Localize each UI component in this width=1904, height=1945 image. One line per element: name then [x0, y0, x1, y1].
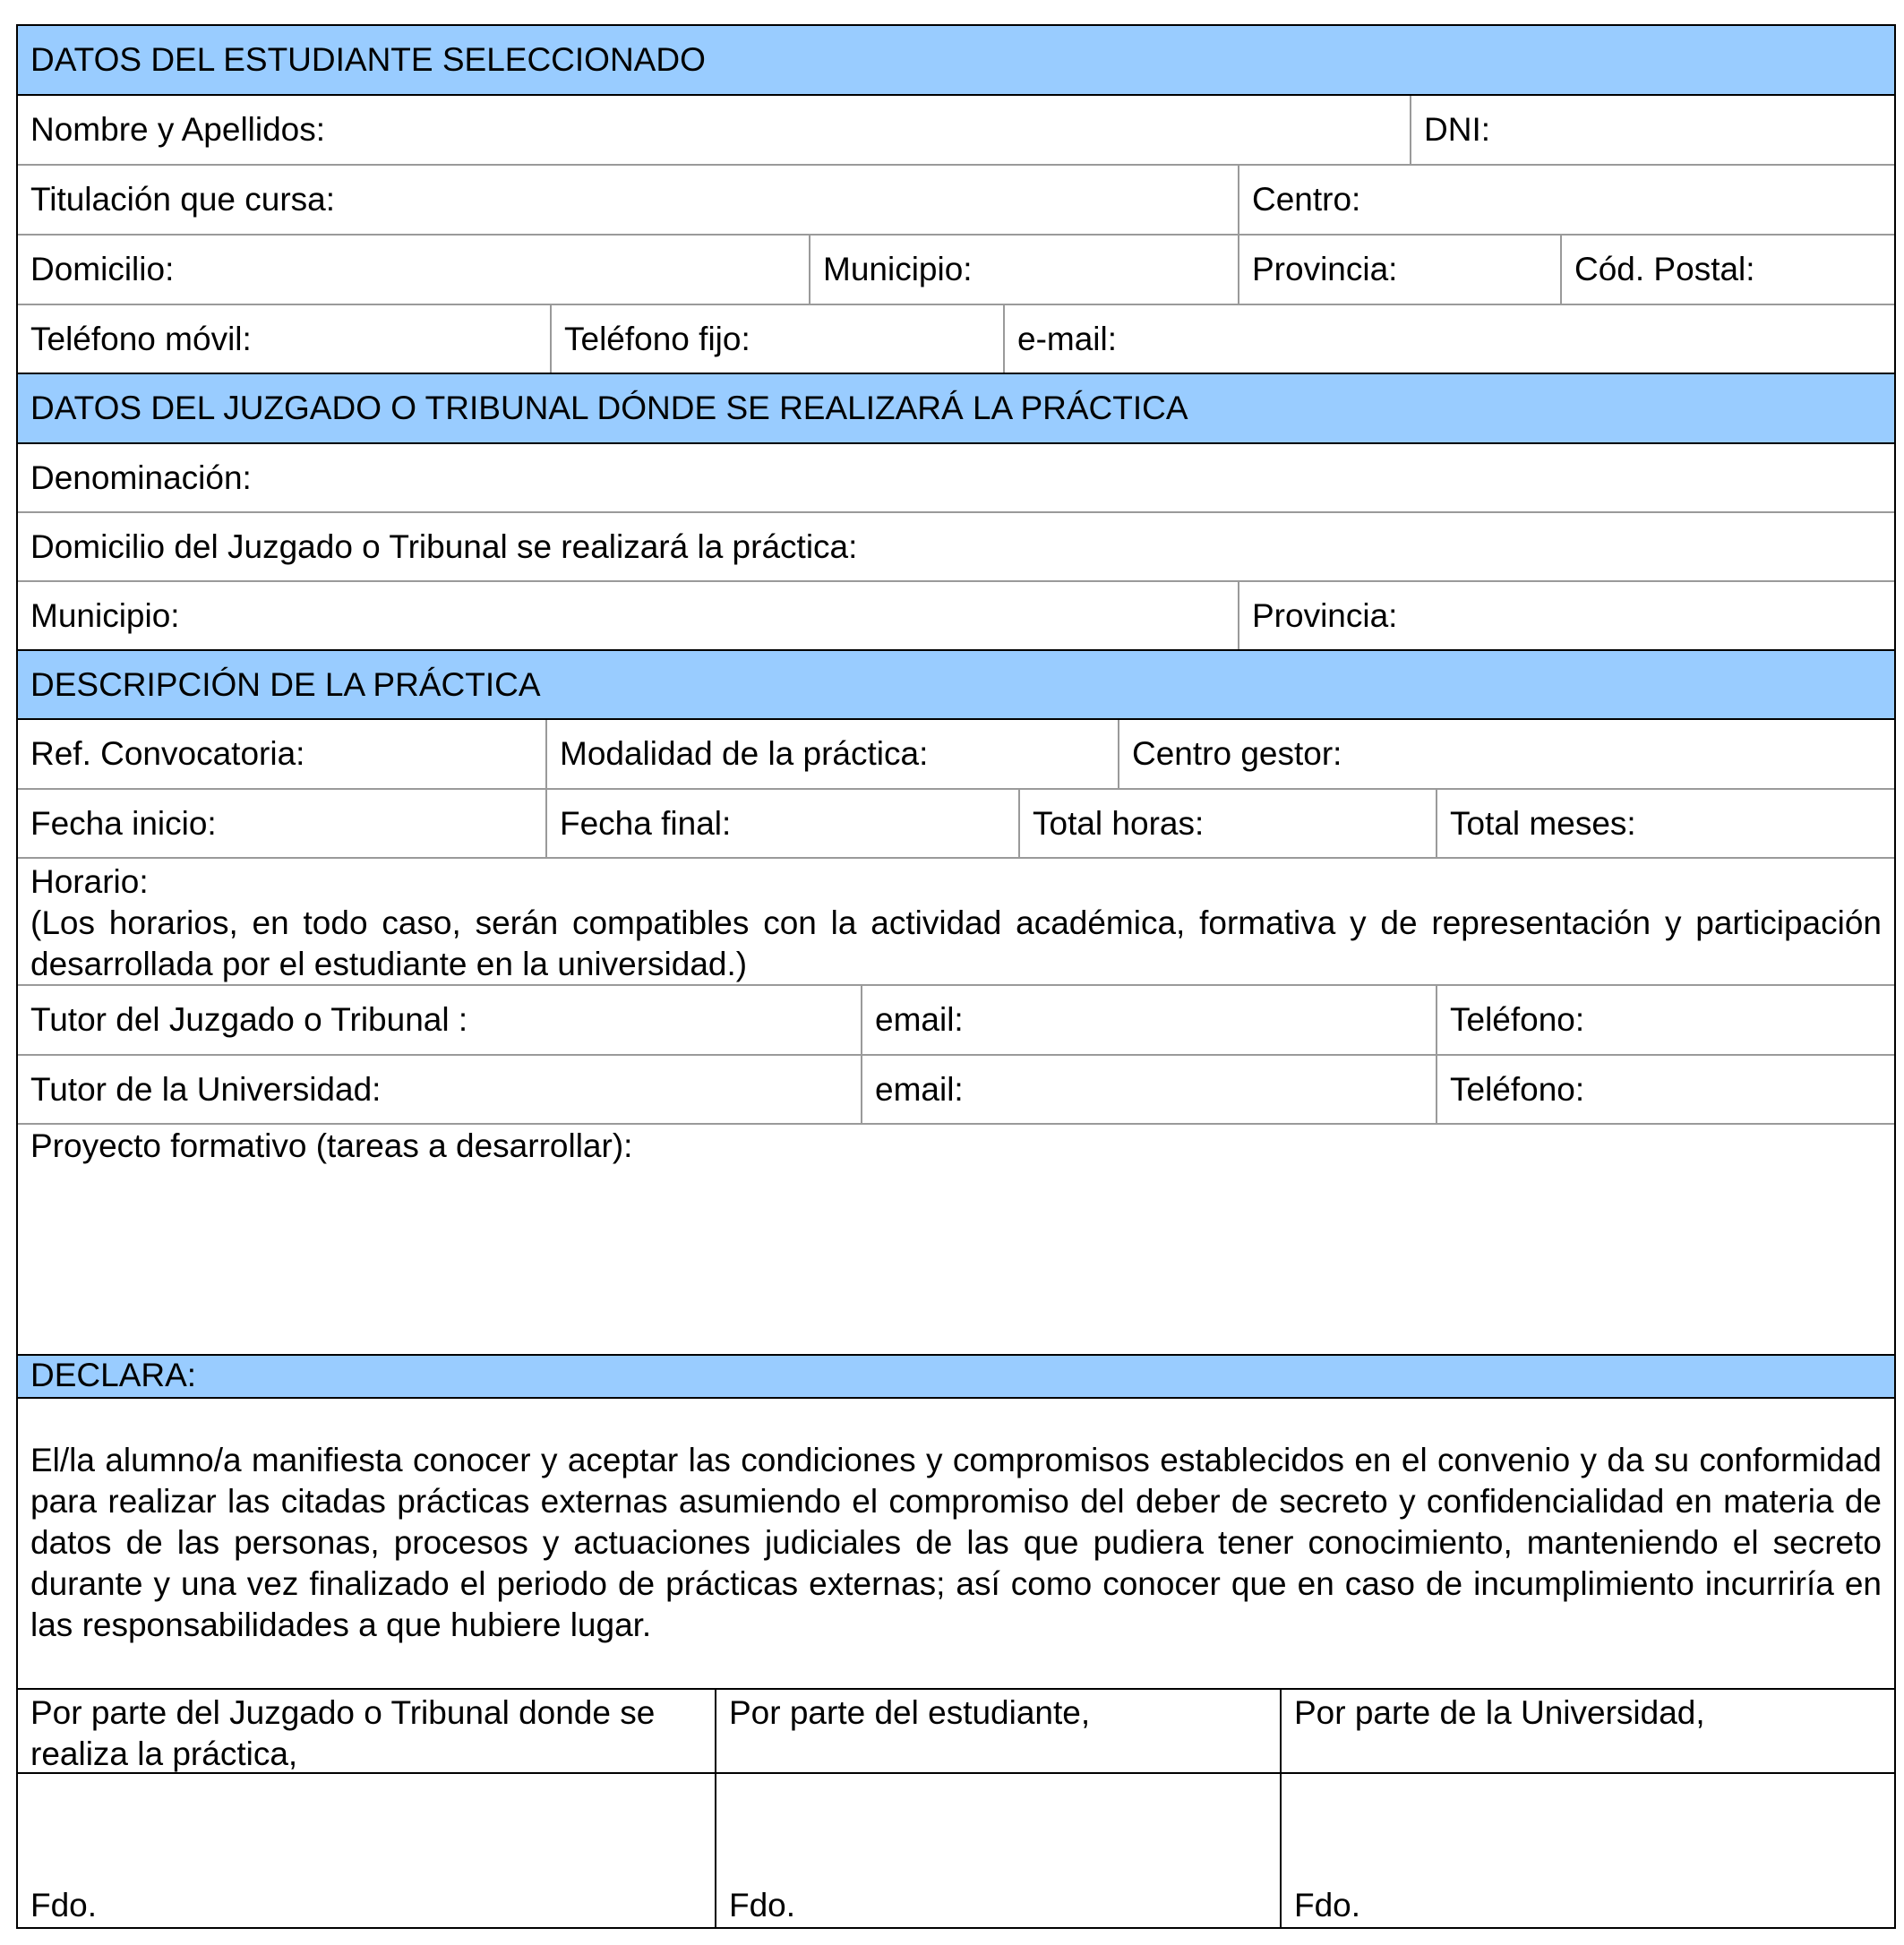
horario-label: Horario:	[30, 863, 149, 900]
form-row	[18, 788, 1894, 857]
section-title: DECLARA:	[30, 1357, 197, 1393]
proyecto-field[interactable]: Proyecto formativo (tareas a desarrollar):	[30, 1127, 633, 1164]
signature-label-juzgado	[18, 1690, 715, 1772]
fecha-final-field[interactable]: Fecha final:	[545, 790, 1018, 857]
declara-row	[18, 1397, 1894, 1688]
modalidad-field[interactable]: Modalidad de la práctica:	[545, 720, 1118, 788]
fdo-label: Fdo.	[729, 1887, 796, 1924]
signature-label-text: Por parte de la Universidad,	[1294, 1694, 1705, 1731]
horario-note: (Los horarios, en todo caso, serán compatibles con la actividad académica, formativa y de representación y participación desarrollada por el estudiante en la universidad.)	[30, 904, 1882, 982]
municipio-field[interactable]: Municipio:	[809, 236, 1238, 304]
municipio-juzgado-field[interactable]: Municipio:	[30, 597, 180, 634]
form-row	[18, 580, 1894, 649]
telefono-fijo-field[interactable]: Teléfono fijo:	[550, 305, 1003, 373]
section-header-student	[18, 26, 1894, 94]
tutor-universidad-field[interactable]: Tutor de la Universidad:	[30, 1071, 382, 1108]
tutor-juzgado-telefono-field[interactable]: Teléfono:	[1436, 986, 1894, 1054]
horario-row	[18, 857, 1894, 984]
signature-label-row	[18, 1688, 1894, 1772]
declara-text: El/la alumno/a manifiesta conocer y aceptar las condiciones y compromisos establecidos en el convenio y da su conformidad para realizar las citadas prácticas externas asumiendo el compromiso del deber de secreto y confidencialidad en materia de datos de las personas, procesos y actuaciones judiciales de las que pudiera tener conocimiento, manteniendo el secreto durante y una vez finalizado el periodo de prácticas externas; así como conocer que en caso de incumplimiento incurriría en las responsabilidades a que hubiere lugar.	[30, 1442, 1882, 1643]
section-header-court	[18, 373, 1894, 442]
tutor-universidad-telefono-field[interactable]: Teléfono:	[1436, 1056, 1894, 1123]
nombre-field[interactable]: Nombre y Apellidos:	[30, 111, 326, 148]
tutor-juzgado-field[interactable]: Tutor del Juzgado o Tribunal :	[30, 1001, 468, 1038]
section-header-practice	[18, 649, 1894, 718]
form-row	[18, 718, 1894, 788]
centro-gestor-field[interactable]: Centro gestor:	[1118, 720, 1894, 788]
form-row	[18, 304, 1894, 373]
form-row	[18, 511, 1894, 580]
signature-label-universidad	[1280, 1690, 1894, 1772]
centro-field[interactable]: Centro:	[1238, 166, 1894, 234]
signature-box-universidad[interactable]	[1280, 1774, 1894, 1927]
denominacion-field[interactable]: Denominación:	[30, 459, 252, 496]
practice-form	[16, 24, 1896, 1929]
signature-box-estudiante[interactable]	[715, 1774, 1280, 1927]
form-row	[18, 442, 1894, 511]
form-row	[18, 234, 1894, 304]
declara-body	[18, 1399, 1894, 1688]
section-header-declara	[18, 1354, 1894, 1397]
fecha-inicio-field[interactable]: Fecha inicio:	[30, 805, 217, 842]
signature-label-estudiante	[715, 1690, 1280, 1772]
email-field[interactable]: e-mail:	[1003, 305, 1894, 373]
telefono-movil-field[interactable]: Teléfono móvil:	[30, 321, 252, 357]
provincia-juzgado-field[interactable]: Provincia:	[1238, 582, 1894, 649]
cod-postal-field[interactable]: Cód. Postal:	[1560, 236, 1894, 304]
form-row	[18, 94, 1894, 164]
ref-convocatoria-field[interactable]: Ref. Convocatoria:	[30, 735, 305, 772]
provincia-field[interactable]: Provincia:	[1238, 236, 1560, 304]
section-title: DESCRIPCIÓN DE LA PRÁCTICA	[30, 666, 541, 703]
form-row	[18, 984, 1894, 1054]
signature-label-text: Por parte del estudiante,	[729, 1694, 1091, 1731]
total-meses-field[interactable]: Total meses:	[1436, 790, 1894, 857]
dni-field[interactable]: DNI:	[1410, 96, 1894, 164]
signature-box-juzgado[interactable]	[18, 1774, 715, 1927]
proyecto-row	[18, 1123, 1894, 1354]
domicilio-field[interactable]: Domicilio:	[30, 251, 175, 287]
total-horas-field[interactable]: Total horas:	[1018, 790, 1436, 857]
section-title: DATOS DEL JUZGADO O TRIBUNAL DÓNDE SE REALIZARÁ LA PRÁCTICA	[30, 390, 1188, 426]
fdo-label: Fdo.	[30, 1887, 98, 1924]
form-row	[18, 1054, 1894, 1123]
tutor-universidad-email-field[interactable]: email:	[861, 1056, 1436, 1123]
signature-label-text: Por parte del Juzgado o Tribunal donde se realiza la práctica,	[30, 1694, 656, 1772]
signature-box-row	[18, 1772, 1894, 1927]
section-title: DATOS DEL ESTUDIANTE SELECCIONADO	[30, 41, 706, 78]
titulacion-field[interactable]: Titulación que cursa:	[30, 181, 336, 218]
domicilio-juzgado-field[interactable]: Domicilio del Juzgado o Tribunal se realizará la práctica:	[30, 528, 858, 565]
fdo-label: Fdo.	[1294, 1887, 1361, 1924]
form-row	[18, 164, 1894, 234]
horario-field[interactable]	[18, 859, 1894, 984]
tutor-juzgado-email-field[interactable]: email:	[861, 986, 1436, 1054]
